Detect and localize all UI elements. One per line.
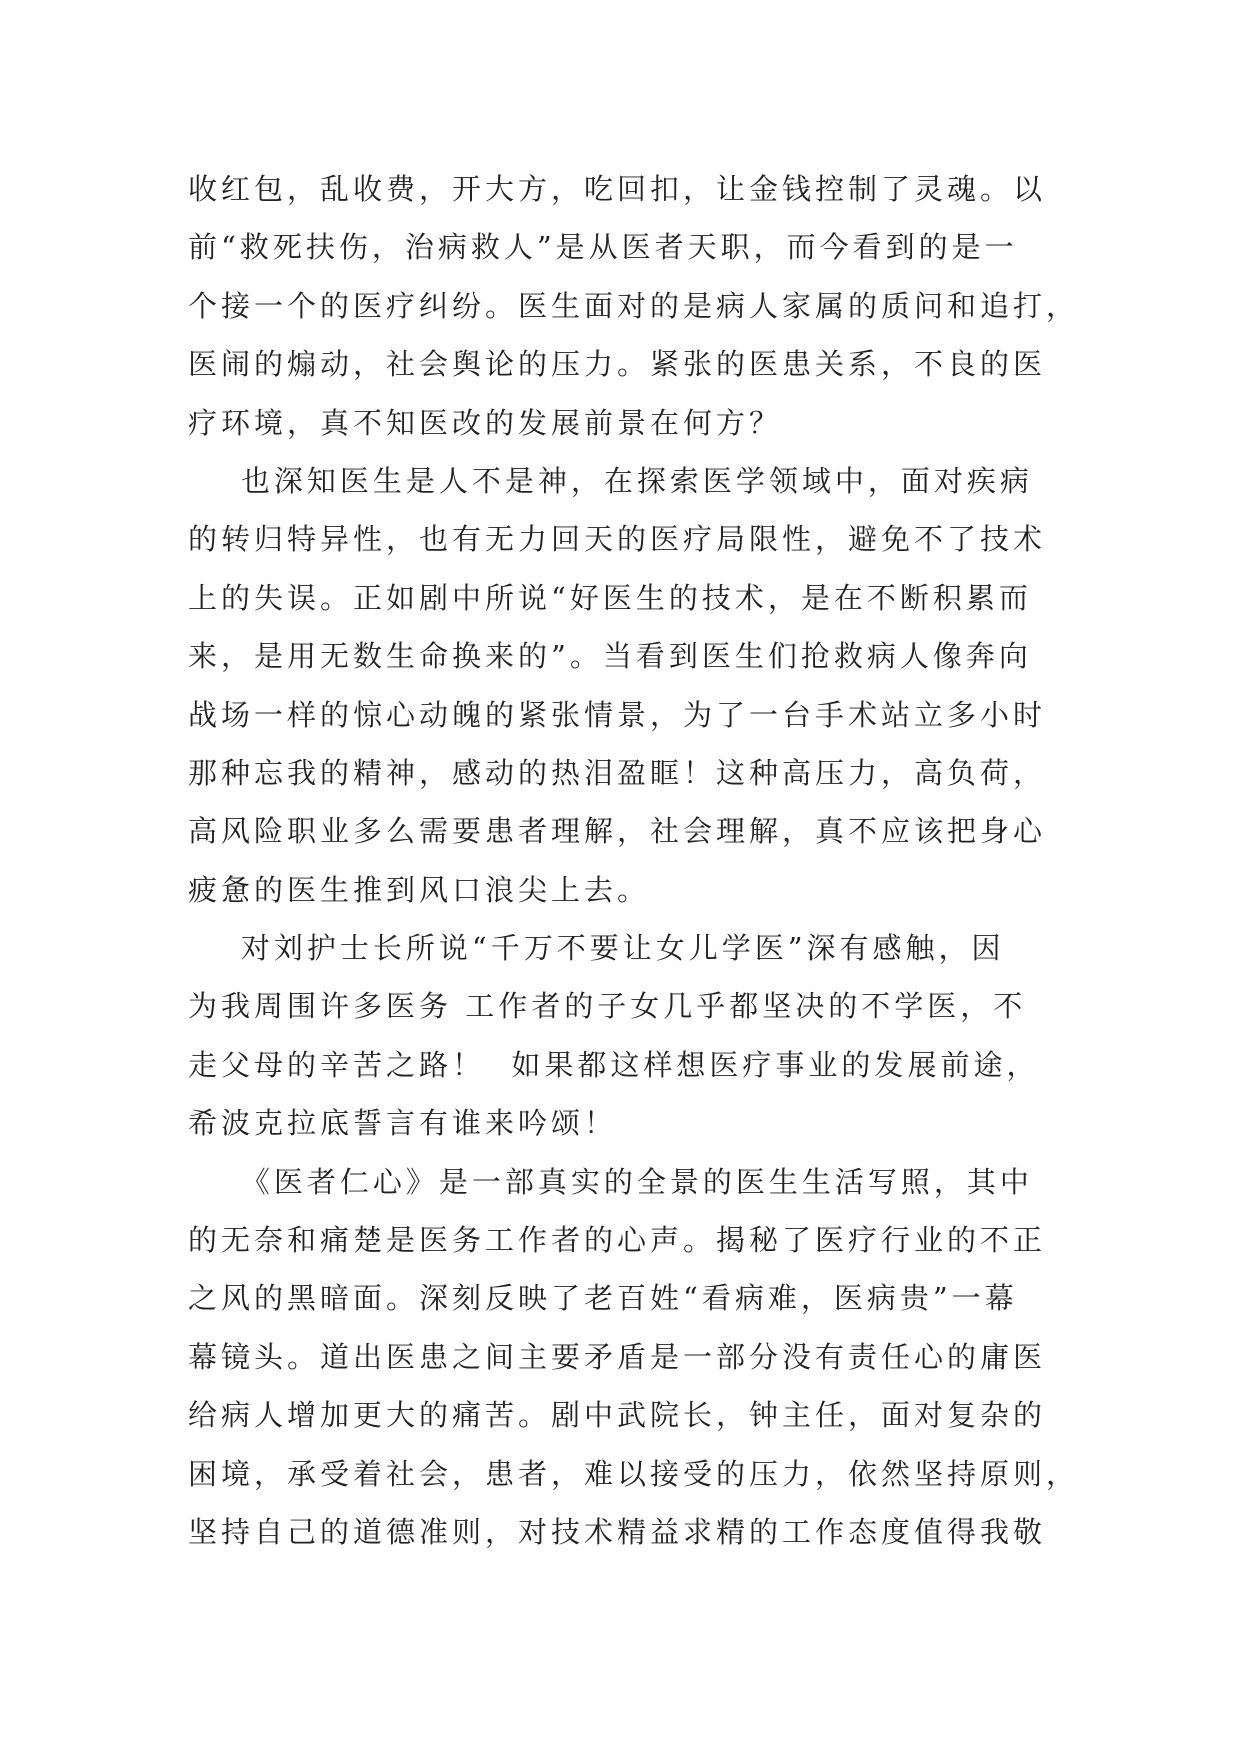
text-line: 医闹的煽动，社会舆论的压力。紧张的医患关系，不良的医 [188, 347, 1047, 382]
text-line: 也深知医生是人不是神，在探索医学领域中，面对疾病 [188, 463, 1033, 498]
text-line: 坚持自己的道德准则，对技术精益求精的工作态度值得我敬 [188, 1514, 1047, 1549]
text-line: 幕镜头。道出医患之间主要矛盾是一部分没有责任心的庸医 [188, 1339, 1047, 1374]
text-line: 高风险职业多么需要患者理解，社会理解，真不应该把身心 [188, 814, 1047, 849]
body-text [188, 160, 1088, 1561]
text-line: 个接一个的医疗纠纷。医生面对的是病人家属的质问和追打， [188, 288, 1080, 323]
text-line: 前“救死扶伤，治病救人”是从医者天职，而今看到的是一 [188, 230, 1018, 265]
text-line: 的转归特异性，也有无力回天的医疗局限性，避免不了技术 [188, 522, 1047, 557]
text-line: 困境，承受着社会，患者，难以接受的压力，依然坚持原则， [188, 1456, 1080, 1491]
text-line: 走父母的辛苦之路！ 如果都这样想医疗事业的发展前途， [188, 1047, 1040, 1082]
text-line: 上的失误。正如剧中所说“好医生的技术，是在不断积累而 [188, 580, 1032, 615]
text-line: 疲惫的医生推到风口浪尖上去。 [188, 872, 651, 907]
text-line: 《医者仁心》是一部真实的全景的医生生活写照，其中 [188, 1164, 1033, 1199]
text-line: 之风的黑暗面。深刻反映了老百姓“看病难，医病贵”一幕 [188, 1281, 1018, 1316]
text-line: 对刘护士长所说“千万不要让女儿学医”深有感触，因 [188, 931, 1005, 966]
text-line: 的无奈和痛楚是医务工作者的心声。揭秘了医疗行业的不正 [188, 1223, 1047, 1258]
text-line: 收红包，乱收费，开大方，吃回扣，让金钱控制了灵魂。以 [188, 172, 1047, 206]
text-line: 希波克拉底誓言有谁来吟颂！ [188, 1106, 618, 1141]
text-line: 给病人增加更大的痛苦。剧中武院长，钟主任，面对复杂的 [188, 1398, 1047, 1433]
text-line: 疗环境，真不知医改的发展前景在何方？ [188, 405, 783, 440]
text-line: 那种忘我的精神，感动的热泪盈眶！这种高压力，高负荷， [188, 755, 1047, 790]
text-line: 战场一样的惊心动魄的紧张情景，为了一台手术站立多小时 [188, 697, 1047, 732]
text-line: 来，是用无数生命换来的”。当看到医生们抢救病人像奔向 [188, 639, 1032, 674]
text-line: 为我周围许多医务 工作者的子女几乎都坚决的不学医，不 [188, 989, 1027, 1024]
